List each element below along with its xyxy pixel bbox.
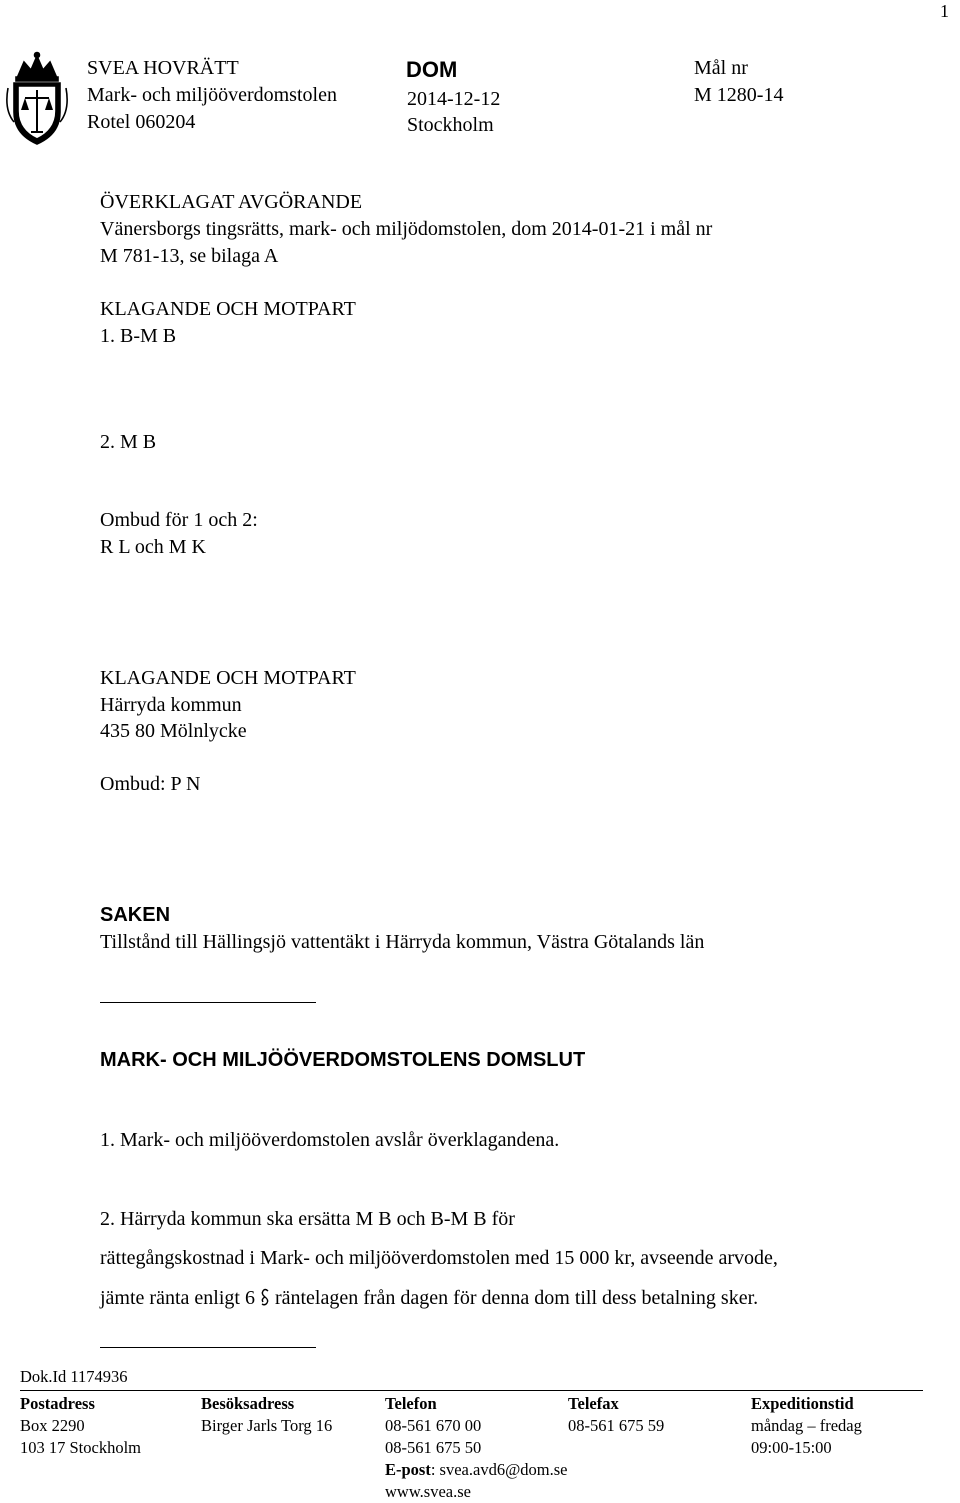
matter-text: Tillstånd till Hällingsjö vattentäkt i Härryda kommun, Västra Götalands län — [100, 931, 705, 953]
footer-heading: Expeditionstid — [751, 1394, 854, 1413]
ruling-item: 1. Mark- och miljööverdomstolen avslår överklagandena. — [100, 1129, 560, 1151]
matter-heading: SAKEN — [100, 904, 171, 926]
footer-value: Birger Jarls Torg 16 — [201, 1416, 333, 1435]
footer-heading: Postadress — [20, 1394, 95, 1413]
party-name: Härryda kommun — [100, 694, 242, 716]
footer-rule — [20, 1390, 923, 1391]
footer-value: Box 2290 — [20, 1416, 85, 1435]
separator-line — [100, 1002, 316, 1003]
footer-value: 08-561 675 50 — [385, 1438, 482, 1457]
footer-heading: Telefax — [568, 1394, 619, 1413]
appealed-heading: ÖVERKLAGAT AVGÖRANDE — [100, 191, 363, 213]
case-number-label: Mål nr — [694, 57, 748, 79]
counsel-label: Ombud för 1 och 2: — [100, 509, 258, 531]
party-heading: KLAGANDE OCH MOTPART — [100, 667, 356, 689]
appealed-text-line: Vänersborgs tingsrätts, mark- och miljödomstolen, dom 2014-01-21 i mål nr — [100, 218, 713, 240]
footer-heading: Besöksadress — [201, 1394, 295, 1413]
ruling-text-fragment: räntelagen från dagen för denna dom till dess betalning sker. — [274, 1287, 759, 1309]
footer-value: 08-561 675 59 — [568, 1416, 665, 1435]
court-name: SVEA HOVRÄTT — [87, 57, 239, 79]
footer-value: måndag – fredag — [751, 1416, 862, 1435]
party-name: 1. B-M B — [100, 325, 177, 347]
document-date: 2014-12-12 — [407, 88, 501, 110]
party-name: 2. M B — [100, 431, 157, 453]
ruling-item-line: rättegångskostnad i Mark- och miljööverdomstolen med 15 000 kr, avseende arvode, — [100, 1247, 778, 1269]
court-division: Mark- och miljööverdomstolen — [87, 84, 337, 106]
section-sign-icon — [260, 1288, 270, 1310]
email-address: : svea.avd6@dom.se — [430, 1460, 568, 1479]
rotel: Rotel 060204 — [87, 111, 196, 133]
ruling-item: 2. Härryda kommun ska ersätta M B och B-M B för — [100, 1208, 515, 1230]
footer-website-link[interactable]: www.svea.se — [385, 1482, 471, 1501]
document-place: Stockholm — [407, 114, 494, 136]
ruling-item-line — [100, 1285, 758, 1312]
page-number: 1 — [940, 1, 949, 21]
email-label: E-post — [385, 1460, 431, 1479]
party-address: 435 80 Mölnlycke — [100, 720, 247, 742]
appealed-text-line: M 781-13, se bilaga A — [100, 245, 279, 267]
document-id: Dok.Id 1174936 — [20, 1367, 128, 1386]
footer-value: 103 17 Stockholm — [20, 1438, 142, 1457]
footer-value: 08-561 670 00 — [385, 1416, 482, 1435]
counsel-names: R L och M K — [100, 536, 206, 558]
footer-heading: Telefon — [385, 1394, 437, 1413]
document-type: DOM — [406, 57, 458, 82]
footer-value: 09:00-15:00 — [751, 1438, 832, 1457]
case-number: M 1280-14 — [694, 84, 784, 106]
separator-line — [100, 1347, 316, 1348]
party-heading: KLAGANDE OCH MOTPART — [100, 298, 356, 320]
ruling-text-fragment: jämte ränta enligt 6 — [100, 1287, 255, 1309]
counsel-names: Ombud: P N — [100, 773, 201, 795]
footer-email[interactable] — [385, 1459, 567, 1481]
ruling-heading: MARK- OCH MILJÖÖVERDOMSTOLENS DOMSLUT — [100, 1049, 586, 1071]
court-crest-icon — [4, 50, 70, 146]
